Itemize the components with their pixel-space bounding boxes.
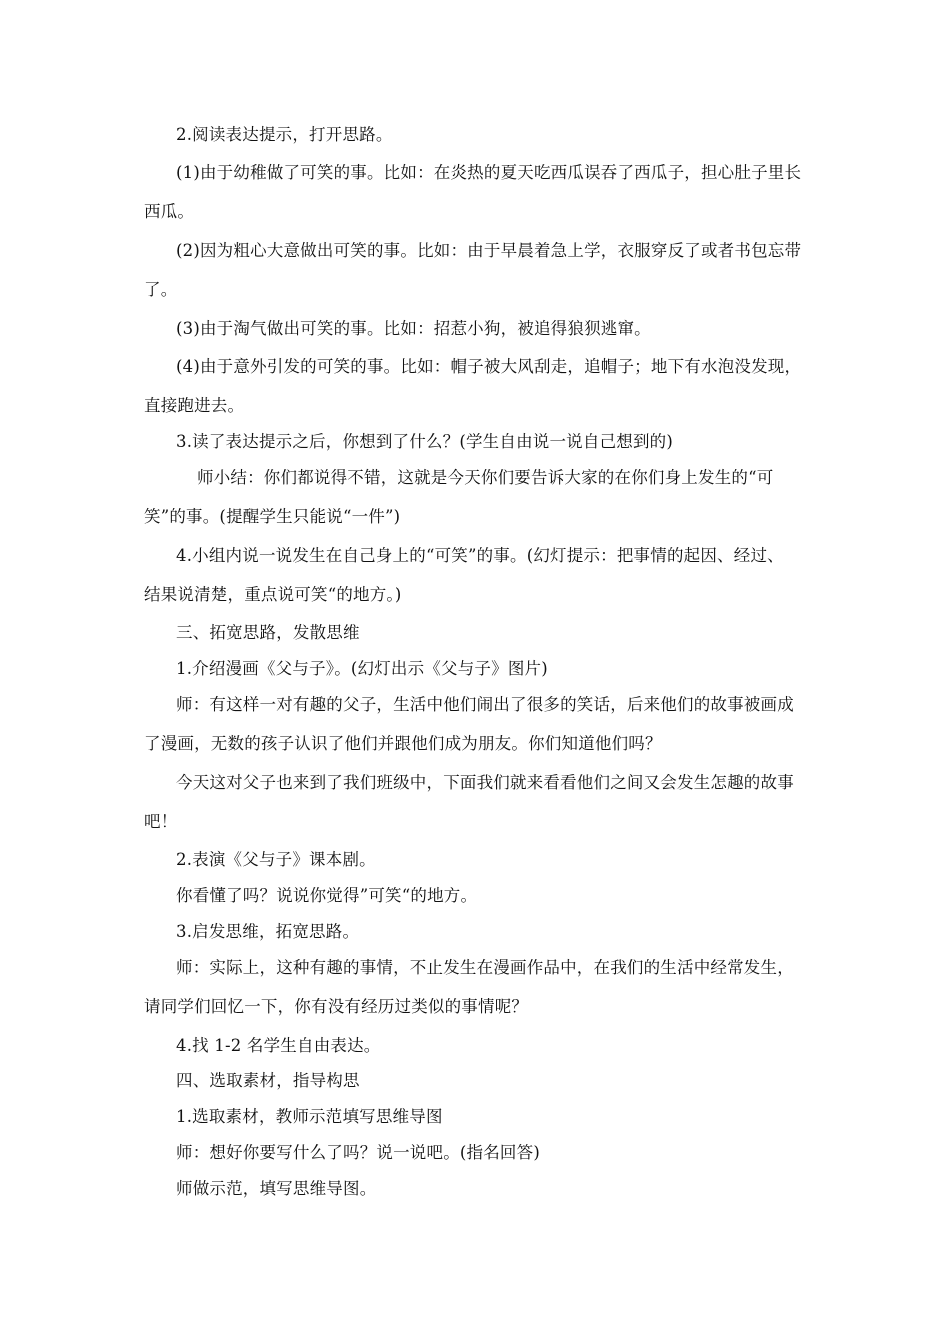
text-line: 3.启发思维，拓宽思路。 — [176, 922, 360, 941]
text-line: 师小结：你们都说得不错，这就是今天你们要告诉大家的在你们身上发生的“可 — [197, 468, 774, 487]
text-line: 1.选取素材，教师示范填写思维导图 — [176, 1107, 443, 1126]
text-line: 1.介绍漫画《父与子》。(幻灯出示《父与子》图片) — [176, 659, 548, 678]
text-line: 3.读了表达提示之后，你想到了什么？(学生自由说一说自己想到的) — [176, 432, 674, 451]
text-line: 西瓜。 — [144, 202, 195, 221]
section-heading: 三、拓宽思路，发散思维 — [176, 623, 360, 642]
text-line: (3)由于淘气做出可笑的事。比如：招惹小狗，被追得狼狈逃窜。 — [176, 319, 651, 338]
section-heading: 四、选取素材，指导构思 — [176, 1071, 360, 1090]
text-line: 了漫画，无数的孩子认识了他们并跟他们成为朋友。你们知道他们吗？ — [144, 734, 662, 753]
text-line: 师：想好你要写什么了吗？说一说吧。(指名回答) — [176, 1143, 540, 1162]
text-line: 结果说清楚，重点说可笑“的地方。) — [144, 585, 402, 604]
text-line: 直接跑进去。 — [144, 396, 245, 415]
text-line: 师：实际上，这种有趣的事情，不止发生在漫画作品中，在我们的生活中经常发生， — [176, 958, 794, 977]
text-line: 4.小组内说一说发生在自己身上的“可笑”的事。(幻灯提示：把事情的起因、经过、 — [176, 546, 784, 565]
text-line: (2)因为粗心大意做出可笑的事。比如：由于早晨着急上学，衣服穿反了或者书包忘带 — [176, 241, 802, 260]
text-line: 你看懂了吗？说说你觉得”可笑“的地方。 — [176, 886, 478, 905]
text-line: 师：有这样一对有趣的父子，生活中他们闹出了很多的笑话，后来他们的故事被画成 — [176, 695, 794, 714]
text-line: 4.找 1-2 名学生自由表达。 — [176, 1036, 381, 1055]
text-line: 师做示范，填写思维导图。 — [176, 1179, 377, 1198]
text-line: 2.阅读表达提示，打开思路。 — [176, 125, 393, 144]
text-line: (1)由于幼稚做了可笑的事。比如：在炎热的夏天吃西瓜误吞了西瓜子，担心肚子里长 — [176, 163, 802, 182]
text-line: 2.表演《父与子》课本剧。 — [176, 850, 376, 869]
text-line: 今天这对父子也来到了我们班级中，下面我们就来看看他们之间又会发生怎趣的故事 — [176, 773, 794, 792]
text-line: 了。 — [144, 280, 178, 299]
text-line: 请同学们回忆一下，你有没有经历过类似的事情呢？ — [144, 997, 529, 1016]
text-line: 笑”的事。(提醒学生只能说“一件”) — [144, 507, 401, 526]
text-line: (4)由于意外引发的可笑的事。比如：帽子被大风刮走，追帽子；地下有水泡没发现， — [176, 357, 802, 376]
text-line: 吧！ — [144, 812, 178, 831]
